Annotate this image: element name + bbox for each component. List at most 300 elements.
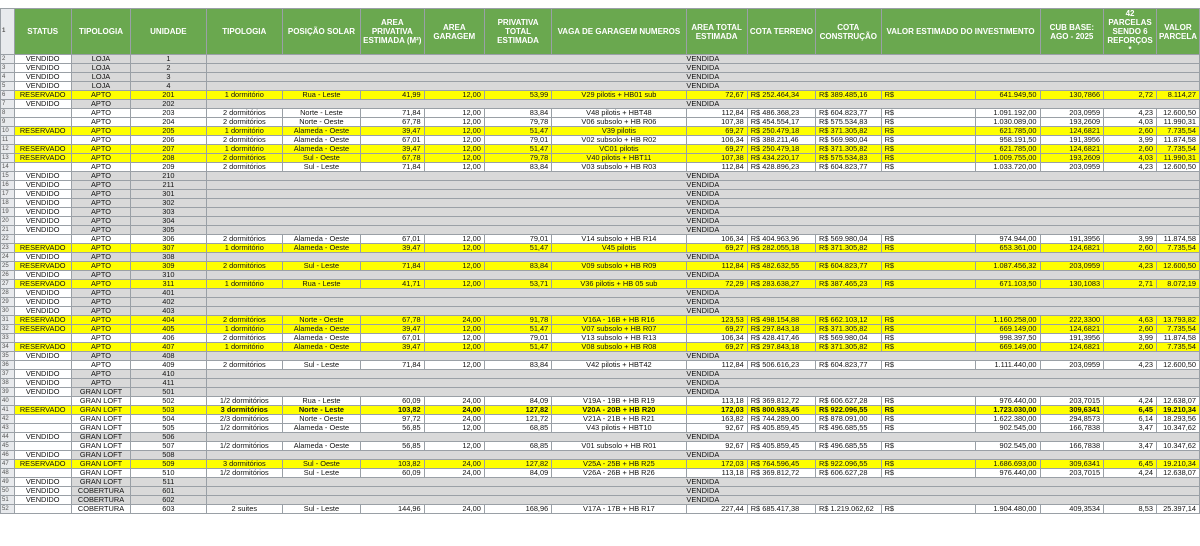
status-cell[interactable]: VENDIDO: [14, 307, 71, 316]
cub-cell[interactable]: 124,6821: [1040, 145, 1104, 154]
area-garagem-cell[interactable]: 24,00: [424, 415, 484, 424]
area-total-cell[interactable]: 227,44: [686, 505, 747, 514]
cota-terreno-cell[interactable]: R$ 252.464,34: [747, 91, 815, 100]
posicao-cell[interactable]: Rua - Leste: [282, 280, 360, 289]
valor-cell[interactable]: 1.111.440,00: [976, 361, 1040, 370]
status-cell[interactable]: [14, 109, 71, 118]
area-garagem-cell[interactable]: 24,00: [424, 505, 484, 514]
area-total-cell[interactable]: 92,67: [686, 424, 747, 433]
area-garagem-cell[interactable]: 12,00: [424, 127, 484, 136]
col-header-parcelas[interactable]: 42 PARCELAS SENDO 6 REFORÇOS *: [1104, 9, 1157, 55]
row-number[interactable]: 33: [1, 334, 15, 343]
row-number[interactable]: 47: [1, 460, 15, 469]
status-cell[interactable]: VENDIDO: [14, 217, 71, 226]
cota-terreno-cell[interactable]: R$ 250.479,18: [747, 127, 815, 136]
vaga-cell[interactable]: V26A - 26B + HB R26: [552, 469, 686, 478]
valor-cell[interactable]: 976.440,00: [976, 397, 1040, 406]
valor-parcela-cell[interactable]: 7.735,54: [1156, 145, 1199, 154]
tipologia-cell[interactable]: COBERTURA: [71, 505, 130, 514]
sold-merged-cell[interactable]: VENDIDA: [206, 307, 1199, 316]
area-total-cell[interactable]: 112,84: [686, 361, 747, 370]
sold-merged-cell[interactable]: VENDIDA: [206, 478, 1199, 487]
posicao-cell[interactable]: Alameda - Oeste: [282, 325, 360, 334]
row-number[interactable]: 36: [1, 361, 15, 370]
area-total-cell[interactable]: 106,34: [686, 235, 747, 244]
unidade-cell[interactable]: 204: [131, 118, 207, 127]
row-number[interactable]: 13: [1, 154, 15, 163]
cota-construcao-cell[interactable]: R$ 496.685,55: [816, 424, 882, 433]
col-header-posicao-solar[interactable]: POSIÇÃO SOLAR: [282, 9, 360, 55]
valor-parcela-cell[interactable]: 25.397,14: [1156, 505, 1199, 514]
unidade-cell[interactable]: 4: [131, 82, 207, 91]
valor-cell[interactable]: 669.149,00: [976, 343, 1040, 352]
posicao-cell[interactable]: Alameda - Oeste: [282, 442, 360, 451]
currency-cell[interactable]: R$: [881, 460, 976, 469]
col-header-area-garagem[interactable]: AREA GARAGEM: [424, 9, 484, 55]
dorms-cell[interactable]: 1 dormitório: [206, 343, 282, 352]
vaga-cell[interactable]: V16A - 16B + HB R16: [552, 316, 686, 325]
privativa-total-cell[interactable]: 84,09: [484, 469, 551, 478]
row-number[interactable]: 9: [1, 118, 15, 127]
privativa-total-cell[interactable]: 79,01: [484, 136, 551, 145]
area-privativa-cell[interactable]: 39,47: [360, 244, 424, 253]
area-privativa-cell[interactable]: 71,84: [360, 361, 424, 370]
posicao-cell[interactable]: Norte - Leste: [282, 406, 360, 415]
posicao-cell[interactable]: Alameda - Oeste: [282, 334, 360, 343]
cota-construcao-cell[interactable]: R$ 1.219.062,62: [816, 505, 882, 514]
status-cell[interactable]: VENDIDO: [14, 496, 71, 505]
unidade-cell[interactable]: 406: [131, 334, 207, 343]
area-privativa-cell[interactable]: 39,47: [360, 127, 424, 136]
vaga-cell[interactable]: V02 subsolo + HB R02: [552, 136, 686, 145]
cota-construcao-cell[interactable]: R$ 496.685,55: [816, 442, 882, 451]
vaga-cell[interactable]: V20A - 20B + HB R20: [552, 406, 686, 415]
currency-cell[interactable]: R$: [881, 145, 976, 154]
unidade-cell[interactable]: 3: [131, 73, 207, 82]
currency-cell[interactable]: R$: [881, 361, 976, 370]
area-privativa-cell[interactable]: 71,84: [360, 163, 424, 172]
cub-cell[interactable]: 166,7838: [1040, 424, 1104, 433]
valor-parcela-cell[interactable]: 19.210,34: [1156, 406, 1199, 415]
tipologia-cell[interactable]: LOJA: [71, 82, 130, 91]
unidade-cell[interactable]: 2: [131, 64, 207, 73]
row-number[interactable]: 31: [1, 316, 15, 325]
status-cell[interactable]: [14, 235, 71, 244]
col-header-area-privativa[interactable]: AREA PRIVATIVA ESTIMADA (M²): [360, 9, 424, 55]
dorms-cell[interactable]: 2 dormitórios: [206, 163, 282, 172]
posicao-cell[interactable]: Norte - Oeste: [282, 316, 360, 325]
sold-merged-cell[interactable]: VENDIDA: [206, 217, 1199, 226]
area-garagem-cell[interactable]: 12,00: [424, 343, 484, 352]
tipologia-cell[interactable]: LOJA: [71, 64, 130, 73]
parcelas-cell[interactable]: 2,60: [1104, 244, 1157, 253]
cota-terreno-cell[interactable]: R$ 486.368,23: [747, 109, 815, 118]
cub-cell[interactable]: 124,6821: [1040, 244, 1104, 253]
valor-cell[interactable]: 958.191,50: [976, 136, 1040, 145]
cub-cell[interactable]: 191,3956: [1040, 334, 1104, 343]
row-number[interactable]: 24: [1, 253, 15, 262]
cub-cell[interactable]: 124,6821: [1040, 343, 1104, 352]
currency-cell[interactable]: R$: [881, 262, 976, 271]
status-cell[interactable]: [14, 118, 71, 127]
tipologia-cell[interactable]: APTO: [71, 145, 130, 154]
sold-merged-cell[interactable]: VENDIDA: [206, 55, 1199, 64]
valor-parcela-cell[interactable]: 7.735,54: [1156, 127, 1199, 136]
cub-cell[interactable]: 130,1083: [1040, 280, 1104, 289]
area-privativa-cell[interactable]: 56,85: [360, 424, 424, 433]
cub-cell[interactable]: 203,7015: [1040, 397, 1104, 406]
status-cell[interactable]: VENDIDO: [14, 487, 71, 496]
cota-construcao-cell[interactable]: R$ 569.980,04: [816, 334, 882, 343]
tipologia-cell[interactable]: APTO: [71, 280, 130, 289]
valor-parcela-cell[interactable]: 7.735,54: [1156, 244, 1199, 253]
area-total-cell[interactable]: 107,38: [686, 118, 747, 127]
col-header-tipologia[interactable]: TIPOLOGIA: [71, 9, 130, 55]
cota-terreno-cell[interactable]: R$ 764.596,45: [747, 460, 815, 469]
currency-cell[interactable]: R$: [881, 442, 976, 451]
posicao-cell[interactable]: Alameda - Oeste: [282, 136, 360, 145]
privativa-total-cell[interactable]: 127,82: [484, 406, 551, 415]
privativa-total-cell[interactable]: 51,47: [484, 145, 551, 154]
cota-construcao-cell[interactable]: R$ 604.823,77: [816, 361, 882, 370]
area-garagem-cell[interactable]: 12,00: [424, 154, 484, 163]
parcelas-cell[interactable]: 4,23: [1104, 109, 1157, 118]
sold-merged-cell[interactable]: VENDIDA: [206, 298, 1199, 307]
cub-cell[interactable]: 203,0959: [1040, 163, 1104, 172]
currency-cell[interactable]: R$: [881, 343, 976, 352]
currency-cell[interactable]: R$: [881, 163, 976, 172]
sold-merged-cell[interactable]: VENDIDA: [206, 208, 1199, 217]
valor-cell[interactable]: 1.904.480,00: [976, 505, 1040, 514]
status-cell[interactable]: RESERVADO: [14, 91, 71, 100]
cota-terreno-cell[interactable]: R$ 283.638,27: [747, 280, 815, 289]
unidade-cell[interactable]: 206: [131, 136, 207, 145]
privativa-total-cell[interactable]: 68,85: [484, 424, 551, 433]
col-header-area-total[interactable]: AREA TOTAL ESTIMADA: [686, 9, 747, 55]
vaga-cell[interactable]: V36 pilotis + HB 05 sub: [552, 280, 686, 289]
cub-cell[interactable]: 193,2609: [1040, 154, 1104, 163]
parcelas-cell[interactable]: 4,23: [1104, 262, 1157, 271]
tipologia-cell[interactable]: APTO: [71, 154, 130, 163]
valor-cell[interactable]: 902.545,00: [976, 424, 1040, 433]
parcelas-cell[interactable]: 4,03: [1104, 154, 1157, 163]
row-number[interactable]: 41: [1, 406, 15, 415]
status-cell[interactable]: VENDIDO: [14, 433, 71, 442]
status-cell[interactable]: VENDIDO: [14, 370, 71, 379]
sold-merged-cell[interactable]: VENDIDA: [206, 82, 1199, 91]
sold-merged-cell[interactable]: VENDIDA: [206, 289, 1199, 298]
area-garagem-cell[interactable]: 12,00: [424, 280, 484, 289]
valor-parcela-cell[interactable]: 19.210,34: [1156, 460, 1199, 469]
unidade-cell[interactable]: 410: [131, 370, 207, 379]
status-cell[interactable]: RESERVADO: [14, 244, 71, 253]
sold-merged-cell[interactable]: VENDIDA: [206, 388, 1199, 397]
area-garagem-cell[interactable]: 12,00: [424, 235, 484, 244]
tipologia-cell[interactable]: APTO: [71, 370, 130, 379]
row-number[interactable]: 34: [1, 343, 15, 352]
posicao-cell[interactable]: Alameda - Oeste: [282, 145, 360, 154]
sold-merged-cell[interactable]: VENDIDA: [206, 352, 1199, 361]
status-cell[interactable]: VENDIDO: [14, 289, 71, 298]
status-cell[interactable]: [14, 361, 71, 370]
cota-terreno-cell[interactable]: R$ 506.616,23: [747, 361, 815, 370]
dorms-cell[interactable]: 2 dormitórios: [206, 316, 282, 325]
status-cell[interactable]: VENDIDO: [14, 55, 71, 64]
col-header-cub-base[interactable]: CUB BASE: AGO - 2025: [1040, 9, 1104, 55]
sold-merged-cell[interactable]: VENDIDA: [206, 64, 1199, 73]
unidade-cell[interactable]: 502: [131, 397, 207, 406]
currency-cell[interactable]: R$: [881, 406, 976, 415]
col-header-status[interactable]: STATUS: [14, 9, 71, 55]
valor-cell[interactable]: 1.622.380,00: [976, 415, 1040, 424]
vaga-cell[interactable]: V21A - 21B + HB R21: [552, 415, 686, 424]
parcelas-cell[interactable]: 4,23: [1104, 163, 1157, 172]
cub-cell[interactable]: 203,0959: [1040, 262, 1104, 271]
area-privativa-cell[interactable]: 103,82: [360, 460, 424, 469]
dorms-cell[interactable]: 1/2 dormitórios: [206, 442, 282, 451]
unidade-cell[interactable]: 402: [131, 298, 207, 307]
cota-terreno-cell[interactable]: R$ 482.632,55: [747, 262, 815, 271]
posicao-cell[interactable]: Norte - Leste: [282, 109, 360, 118]
unidade-cell[interactable]: 304: [131, 217, 207, 226]
status-cell[interactable]: [14, 397, 71, 406]
area-privativa-cell[interactable]: 67,01: [360, 334, 424, 343]
vaga-cell[interactable]: V01 subsolo + HB R01: [552, 442, 686, 451]
valor-cell[interactable]: 671.103,50: [976, 280, 1040, 289]
status-cell[interactable]: [14, 334, 71, 343]
tipologia-cell[interactable]: APTO: [71, 208, 130, 217]
col-header-valor-estimado[interactable]: VALOR ESTIMADO DO INVESTIMENTO: [881, 9, 1040, 55]
vaga-cell[interactable]: V06 subsolo + HB R06: [552, 118, 686, 127]
sold-merged-cell[interactable]: VENDIDA: [206, 487, 1199, 496]
cota-construcao-cell[interactable]: R$ 371.305,82: [816, 145, 882, 154]
cota-terreno-cell[interactable]: R$ 369.812,72: [747, 397, 815, 406]
valor-cell[interactable]: 1.009.755,00: [976, 154, 1040, 163]
cub-cell[interactable]: 124,6821: [1040, 325, 1104, 334]
posicao-cell[interactable]: Norte - Oeste: [282, 118, 360, 127]
area-privativa-cell[interactable]: 67,01: [360, 136, 424, 145]
tipologia-cell[interactable]: LOJA: [71, 73, 130, 82]
currency-cell[interactable]: R$: [881, 334, 976, 343]
valor-parcela-cell[interactable]: 18.293,56: [1156, 415, 1199, 424]
row-number[interactable]: 5: [1, 82, 15, 91]
valor-cell[interactable]: 653.361,00: [976, 244, 1040, 253]
row-number[interactable]: 19: [1, 208, 15, 217]
cub-cell[interactable]: 222,3300: [1040, 316, 1104, 325]
unidade-cell[interactable]: 201: [131, 91, 207, 100]
vaga-cell[interactable]: V13 subsolo + HB R13: [552, 334, 686, 343]
row-number[interactable]: 6: [1, 91, 15, 100]
parcelas-cell[interactable]: 2,60: [1104, 145, 1157, 154]
row-number[interactable]: 35: [1, 352, 15, 361]
row-number[interactable]: 46: [1, 451, 15, 460]
status-cell[interactable]: VENDIDO: [14, 451, 71, 460]
unidade-cell[interactable]: 303: [131, 208, 207, 217]
area-privativa-cell[interactable]: 39,47: [360, 325, 424, 334]
status-cell[interactable]: VENDIDO: [14, 208, 71, 217]
parcelas-cell[interactable]: 3,99: [1104, 235, 1157, 244]
dorms-cell[interactable]: 2/3 dormitórios: [206, 415, 282, 424]
row-number[interactable]: 30: [1, 307, 15, 316]
parcelas-cell[interactable]: 4,23: [1104, 361, 1157, 370]
valor-parcela-cell[interactable]: 11.874,58: [1156, 334, 1199, 343]
area-privativa-cell[interactable]: 60,09: [360, 397, 424, 406]
area-garagem-cell[interactable]: 12,00: [424, 136, 484, 145]
currency-cell[interactable]: R$: [881, 154, 976, 163]
col-header-cota-terreno[interactable]: COTA TERRENO: [747, 9, 815, 55]
area-privativa-cell[interactable]: 103,82: [360, 406, 424, 415]
row-number[interactable]: 18: [1, 199, 15, 208]
area-total-cell[interactable]: 172,03: [686, 460, 747, 469]
row-number[interactable]: 38: [1, 379, 15, 388]
currency-cell[interactable]: R$: [881, 415, 976, 424]
status-cell[interactable]: VENDIDO: [14, 226, 71, 235]
unidade-cell[interactable]: 207: [131, 145, 207, 154]
parcelas-cell[interactable]: 4,24: [1104, 469, 1157, 478]
cub-cell[interactable]: 130,7866: [1040, 91, 1104, 100]
area-total-cell[interactable]: 69,27: [686, 325, 747, 334]
valor-cell[interactable]: 1.087.456,32: [976, 262, 1040, 271]
vaga-cell[interactable]: V39 pilotis: [552, 127, 686, 136]
status-cell[interactable]: VENDIDO: [14, 100, 71, 109]
unidade-cell[interactable]: 510: [131, 469, 207, 478]
currency-cell[interactable]: R$: [881, 424, 976, 433]
sold-merged-cell[interactable]: VENDIDA: [206, 451, 1199, 460]
cota-construcao-cell[interactable]: R$ 371.305,82: [816, 127, 882, 136]
unidade-cell[interactable]: 305: [131, 226, 207, 235]
tipologia-cell[interactable]: GRAN LOFT: [71, 442, 130, 451]
cota-construcao-cell[interactable]: R$ 606.627,28: [816, 397, 882, 406]
tipologia-cell[interactable]: APTO: [71, 118, 130, 127]
cota-terreno-cell[interactable]: R$ 498.154,88: [747, 316, 815, 325]
valor-parcela-cell[interactable]: 12.638,07: [1156, 397, 1199, 406]
cota-construcao-cell[interactable]: R$ 662.103,12: [816, 316, 882, 325]
area-total-cell[interactable]: 113,18: [686, 469, 747, 478]
tipologia-cell[interactable]: APTO: [71, 199, 130, 208]
tipologia-cell[interactable]: APTO: [71, 100, 130, 109]
valor-cell[interactable]: 621.785,00: [976, 127, 1040, 136]
status-cell[interactable]: RESERVADO: [14, 316, 71, 325]
cota-terreno-cell[interactable]: R$ 250.479,18: [747, 145, 815, 154]
cub-cell[interactable]: 191,3956: [1040, 136, 1104, 145]
parcelas-cell[interactable]: 2,72: [1104, 91, 1157, 100]
row-number[interactable]: 7: [1, 100, 15, 109]
area-total-cell[interactable]: 112,84: [686, 262, 747, 271]
valor-cell[interactable]: 641.949,50: [976, 91, 1040, 100]
privativa-total-cell[interactable]: 53,71: [484, 280, 551, 289]
area-garagem-cell[interactable]: 12,00: [424, 424, 484, 433]
valor-parcela-cell[interactable]: 10.347,62: [1156, 442, 1199, 451]
cota-construcao-cell[interactable]: R$ 389.485,16: [816, 91, 882, 100]
dorms-cell[interactable]: 1 dormitório: [206, 91, 282, 100]
sold-merged-cell[interactable]: VENDIDA: [206, 181, 1199, 190]
unidade-cell[interactable]: 603: [131, 505, 207, 514]
unidade-cell[interactable]: 401: [131, 289, 207, 298]
tipologia-cell[interactable]: APTO: [71, 127, 130, 136]
area-total-cell[interactable]: 92,67: [686, 442, 747, 451]
sold-merged-cell[interactable]: VENDIDA: [206, 100, 1199, 109]
unidade-cell[interactable]: 503: [131, 406, 207, 415]
row-number[interactable]: 50: [1, 487, 15, 496]
sold-merged-cell[interactable]: VENDIDA: [206, 433, 1199, 442]
dorms-cell[interactable]: 1 dormitório: [206, 145, 282, 154]
tipologia-cell[interactable]: APTO: [71, 307, 130, 316]
status-cell[interactable]: VENDIDO: [14, 181, 71, 190]
vaga-cell[interactable]: V45 pilotis: [552, 244, 686, 253]
privativa-total-cell[interactable]: 79,01: [484, 235, 551, 244]
dorms-cell[interactable]: 2 dormitórios: [206, 262, 282, 271]
parcelas-cell[interactable]: 3,47: [1104, 424, 1157, 433]
cota-terreno-cell[interactable]: R$ 454.554,17: [747, 118, 815, 127]
unidade-cell[interactable]: 403: [131, 307, 207, 316]
unidade-cell[interactable]: 302: [131, 199, 207, 208]
currency-cell[interactable]: R$: [881, 505, 976, 514]
vaga-cell[interactable]: V09 subsolo + HB R09: [552, 262, 686, 271]
row-number[interactable]: 45: [1, 442, 15, 451]
area-garagem-cell[interactable]: 12,00: [424, 91, 484, 100]
privativa-total-cell[interactable]: 51,47: [484, 127, 551, 136]
row-number[interactable]: 28: [1, 289, 15, 298]
parcelas-cell[interactable]: 3,47: [1104, 442, 1157, 451]
unidade-cell[interactable]: 309: [131, 262, 207, 271]
col-header-privativa-total[interactable]: PRIVATIVA TOTAL ESTIMADA: [484, 9, 551, 55]
posicao-cell[interactable]: Sul - Leste: [282, 361, 360, 370]
unidade-cell[interactable]: 208: [131, 154, 207, 163]
privativa-total-cell[interactable]: 91,78: [484, 316, 551, 325]
privativa-total-cell[interactable]: 83,84: [484, 163, 551, 172]
area-privativa-cell[interactable]: 67,78: [360, 316, 424, 325]
posicao-cell[interactable]: Sul - Oeste: [282, 460, 360, 469]
tipologia-cell[interactable]: APTO: [71, 172, 130, 181]
posicao-cell[interactable]: Sul - Leste: [282, 262, 360, 271]
col-header-valor-parcela[interactable]: VALOR PARCELA: [1156, 9, 1199, 55]
area-total-cell[interactable]: 112,84: [686, 109, 747, 118]
status-cell[interactable]: RESERVADO: [14, 325, 71, 334]
valor-parcela-cell[interactable]: 11.990,31: [1156, 118, 1199, 127]
tipologia-cell[interactable]: APTO: [71, 343, 130, 352]
row-number[interactable]: 26: [1, 271, 15, 280]
status-cell[interactable]: [14, 442, 71, 451]
area-total-cell[interactable]: 113,18: [686, 397, 747, 406]
privativa-total-cell[interactable]: 51,47: [484, 244, 551, 253]
dorms-cell[interactable]: 2 dormitórios: [206, 136, 282, 145]
row-number[interactable]: 21: [1, 226, 15, 235]
dorms-cell[interactable]: 1/2 dormitórios: [206, 469, 282, 478]
tipologia-cell[interactable]: COBERTURA: [71, 496, 130, 505]
status-cell[interactable]: RESERVADO: [14, 262, 71, 271]
area-garagem-cell[interactable]: 12,00: [424, 163, 484, 172]
area-privativa-cell[interactable]: 67,78: [360, 154, 424, 163]
cota-construcao-cell[interactable]: R$ 922.096,55: [816, 460, 882, 469]
status-cell[interactable]: [14, 505, 71, 514]
row-number[interactable]: 15: [1, 172, 15, 181]
cub-cell[interactable]: 294,8573: [1040, 415, 1104, 424]
valor-cell[interactable]: 1.030.089,00: [976, 118, 1040, 127]
unidade-cell[interactable]: 507: [131, 442, 207, 451]
valor-parcela-cell[interactable]: 12.600,50: [1156, 361, 1199, 370]
status-cell[interactable]: VENDIDO: [14, 190, 71, 199]
valor-parcela-cell[interactable]: 12.600,50: [1156, 163, 1199, 172]
status-cell[interactable]: VENDIDO: [14, 271, 71, 280]
tipologia-cell[interactable]: COBERTURA: [71, 487, 130, 496]
dorms-cell[interactable]: 1/2 dormitórios: [206, 424, 282, 433]
area-total-cell[interactable]: 69,27: [686, 145, 747, 154]
cota-construcao-cell[interactable]: R$ 604.823,77: [816, 262, 882, 271]
cub-cell[interactable]: 166,7838: [1040, 442, 1104, 451]
col-header-tipologia-dorms[interactable]: TIPOLOGIA: [206, 9, 282, 55]
cota-construcao-cell[interactable]: R$ 575.534,83: [816, 154, 882, 163]
posicao-cell[interactable]: Alameda - Oeste: [282, 244, 360, 253]
